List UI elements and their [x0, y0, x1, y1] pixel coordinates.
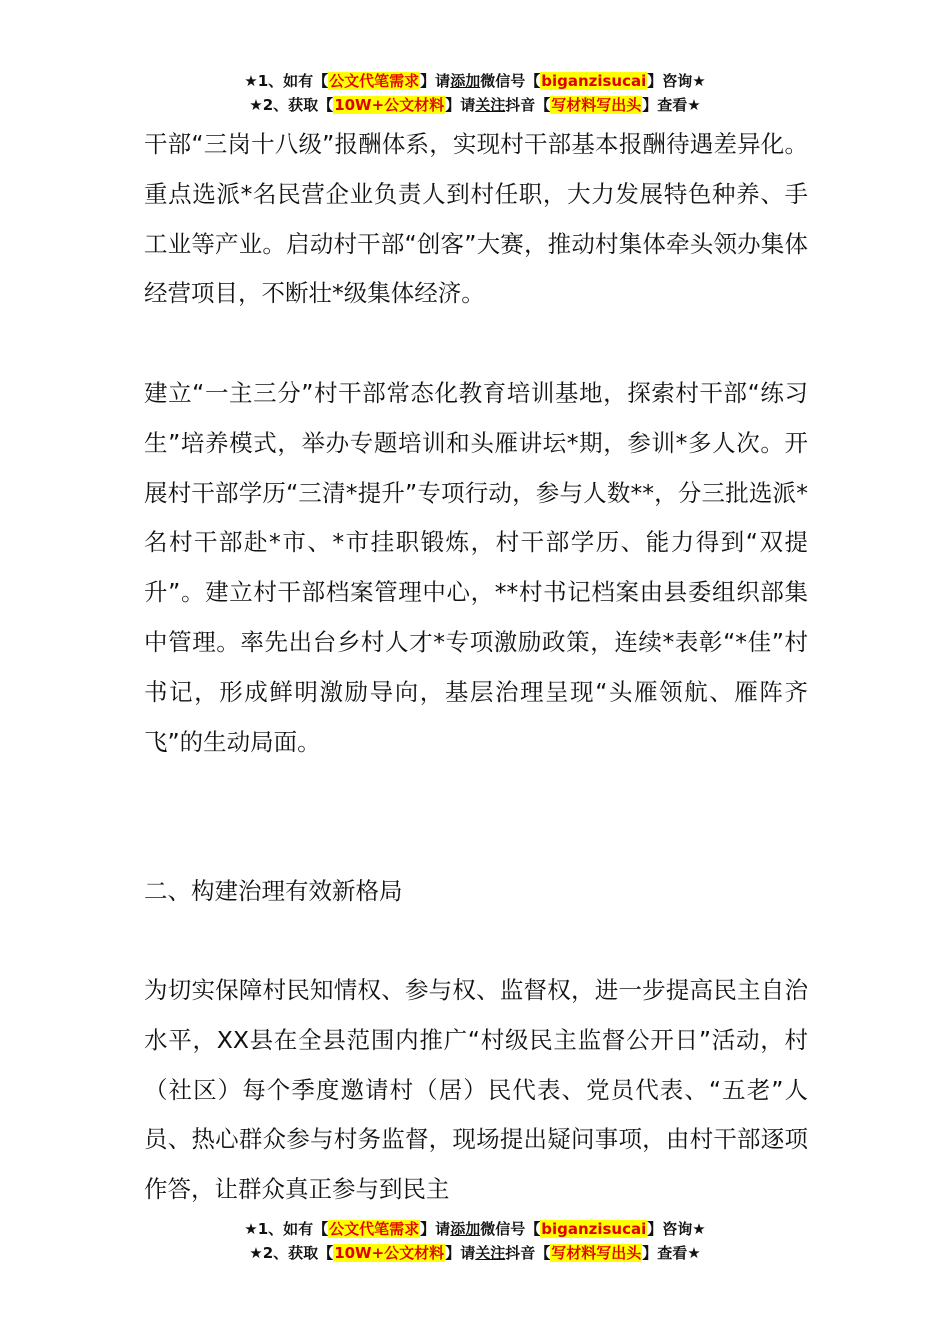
banner-text: 】请 — [420, 1220, 451, 1238]
banner-text: 】请 — [420, 72, 451, 90]
header-banner — [0, 70, 950, 118]
banner-underline: 添加 — [450, 1220, 481, 1238]
banner-highlight: 公文代笔需求 — [329, 72, 420, 90]
banner-text: ★2、获取【 — [249, 1244, 334, 1262]
banner-text: 】请 — [445, 96, 476, 114]
banner-line-2 — [0, 1242, 950, 1266]
banner-text: ★1、如有【 — [244, 1220, 329, 1238]
banner-text: 】查看★ — [642, 96, 701, 114]
banner-text: 微信号【 — [480, 1220, 541, 1238]
banner-text: 】咨询★ — [647, 72, 706, 90]
banner-wechat-id: biganzisucai — [541, 1220, 647, 1238]
banner-highlight: 公文代笔需求 — [329, 1220, 420, 1238]
banner-line-1 — [0, 1218, 950, 1242]
banner-text: 抖音【 — [505, 96, 551, 114]
section-heading: 二、构建治理有效新格局 — [144, 877, 403, 905]
banner-underline: 关注 — [475, 96, 506, 114]
banner-underline: 关注 — [475, 1244, 506, 1262]
banner-highlight: 10W+公文材料 — [334, 1244, 445, 1262]
paragraph-3: 为切实保障村民知情权、参与权、监督权，进一步提高民主自治水平，XX县在全县范围内推广“村级民主监督公开日”活动，村（社区）每个季度邀请村（居）民代表、党员代表、“五老”人员、热心群众参与村务监督，现场提出疑问事项，由村干部逐项作答，让群众真正参与到民主 — [144, 976, 808, 1204]
paragraph-2: 建立“一主三分”村干部常态化教育培训基地，探索村干部“练习生”培养模式，举办专题培训和头雁讲坛*期，参训*多人次。开展村干部学历“三清*提升”专项行动，参与人数**，分三批选派*名村干部赴*市、*市挂职锻炼，村干部学历、能力得到“双提升”。建立村干部档案管理中心，**村书记档案由县委组织部集中管理。率先出台乡村人才*专项激励政策，连续*表彰“*佳”村书记，形成鲜明激励导向，基层治理呈现“头雁领航、雁阵齐飞”的生动局面。 — [144, 379, 808, 756]
banner-text: ★2、获取【 — [249, 96, 334, 114]
banner-underline: 添加 — [450, 72, 481, 90]
footer-banner — [0, 1218, 950, 1266]
banner-line-2 — [0, 94, 950, 118]
banner-highlight: 10W+公文材料 — [334, 96, 445, 114]
banner-wechat-id: biganzisucai — [541, 72, 647, 90]
banner-text: 】查看★ — [642, 1244, 701, 1262]
paragraph-1: 干部“三岗十八级”报酬体系，实现村干部基本报酬待遇差异化。重点选派*名民营企业负责人到村任职，大力发展特色种养、手工业等产业。启动村干部“创客”大赛，推动村集体牵头领办集体经营项目，不断壮*级集体经济。 — [144, 130, 808, 308]
banner-line-1 — [0, 70, 950, 94]
banner-text: 】咨询★ — [647, 1220, 706, 1238]
banner-douyin-id: 写材料写出头 — [551, 1244, 642, 1262]
banner-text: 微信号【 — [480, 72, 541, 90]
banner-text: 】请 — [445, 1244, 476, 1262]
banner-text: 抖音【 — [505, 1244, 551, 1262]
banner-text: ★1、如有【 — [244, 72, 329, 90]
banner-douyin-id: 写材料写出头 — [551, 96, 642, 114]
